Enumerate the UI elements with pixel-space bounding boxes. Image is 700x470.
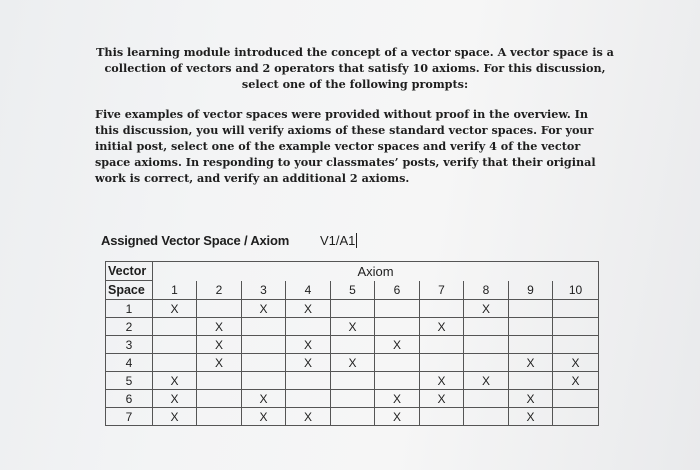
space-header: Space — [106, 281, 153, 300]
axiom-mark: X — [420, 390, 464, 408]
axiom-mark: X — [509, 354, 553, 372]
axiom-mark: X — [286, 300, 331, 318]
table-row — [106, 408, 599, 426]
table-axiom-header-row — [106, 262, 599, 281]
empty-cell — [197, 300, 242, 318]
table-column-header-row — [106, 281, 599, 300]
empty-cell — [286, 372, 331, 390]
empty-cell — [464, 318, 509, 336]
empty-cell — [331, 300, 375, 318]
axiom-mark: X — [286, 336, 331, 354]
empty-cell — [242, 336, 286, 354]
axiom-number-header: 7 — [420, 281, 464, 300]
table-row — [106, 354, 599, 372]
axiom-number-header: 2 — [197, 281, 242, 300]
empty-cell — [464, 408, 509, 426]
axiom-mark: X — [375, 390, 420, 408]
axiom-mark: X — [464, 372, 509, 390]
intro-paragraph: This learning module introduced the concept of a vector space. A vector space is a collection of vectors and 2 operators that satisfy 10 axioms. For this discussion, select one of the following prompts: — [96, 45, 614, 91]
empty-cell — [464, 354, 509, 372]
empty-cell — [509, 318, 553, 336]
empty-cell — [331, 372, 375, 390]
table-row — [106, 336, 599, 354]
empty-cell — [375, 318, 420, 336]
empty-cell — [553, 318, 599, 336]
empty-cell — [286, 318, 331, 336]
empty-cell — [242, 354, 286, 372]
axiom-mark: X — [153, 390, 197, 408]
vector-space-label: 7 — [106, 408, 153, 426]
axiom-mark: X — [331, 354, 375, 372]
axiom-mark: X — [197, 318, 242, 336]
axiom-mark: X — [509, 390, 553, 408]
empty-cell — [153, 354, 197, 372]
vector-space-label: 6 — [106, 390, 153, 408]
empty-cell — [464, 336, 509, 354]
assigned-value: V1/A1 — [320, 233, 356, 248]
empty-cell — [509, 300, 553, 318]
empty-cell — [331, 408, 375, 426]
axiom-number-header: 4 — [286, 281, 331, 300]
empty-cell — [197, 372, 242, 390]
axiom-mark: X — [153, 300, 197, 318]
axiom-mark: X — [464, 300, 509, 318]
empty-cell — [197, 408, 242, 426]
axiom-number-header: 9 — [509, 281, 553, 300]
vector-header: Vector — [106, 262, 153, 281]
axiom-mark: X — [153, 408, 197, 426]
empty-cell — [242, 372, 286, 390]
empty-cell — [553, 336, 599, 354]
axiom-number-header: 3 — [242, 281, 286, 300]
empty-cell — [286, 390, 331, 408]
axiom-number-header: 8 — [464, 281, 509, 300]
axiom-number-header: 10 — [553, 281, 599, 300]
vector-space-label: 5 — [106, 372, 153, 390]
vector-space-label: 3 — [106, 336, 153, 354]
axiom-number-header: 5 — [331, 281, 375, 300]
axiom-mark: X — [420, 318, 464, 336]
axiom-mark: X — [509, 408, 553, 426]
empty-cell — [464, 390, 509, 408]
axiom-mark: X — [420, 372, 464, 390]
table-row — [106, 318, 599, 336]
empty-cell — [375, 354, 420, 372]
axiom-mark: X — [242, 300, 286, 318]
empty-cell — [242, 318, 286, 336]
empty-cell — [331, 336, 375, 354]
axiom-mark: X — [286, 408, 331, 426]
empty-cell — [509, 336, 553, 354]
empty-cell — [197, 390, 242, 408]
empty-cell — [420, 300, 464, 318]
axiom-mark: X — [197, 354, 242, 372]
empty-cell — [153, 318, 197, 336]
axiom-mark: X — [375, 408, 420, 426]
table-body — [106, 300, 599, 426]
axiom-mark: X — [553, 372, 599, 390]
axiom-mark: X — [331, 318, 375, 336]
axiom-mark: X — [286, 354, 331, 372]
axiom-mark: X — [153, 372, 197, 390]
empty-cell — [553, 408, 599, 426]
empty-cell — [153, 336, 197, 354]
empty-cell — [553, 300, 599, 318]
axiom-mark: X — [197, 336, 242, 354]
assigned-label: Assigned Vector Space / Axiom — [101, 233, 290, 248]
axiom-mark: X — [553, 354, 599, 372]
empty-cell — [375, 300, 420, 318]
empty-cell — [420, 354, 464, 372]
axiom-mark: X — [375, 336, 420, 354]
axiom-mark: X — [242, 390, 286, 408]
vector-space-label: 4 — [106, 354, 153, 372]
empty-cell — [553, 390, 599, 408]
vector-space-label: 1 — [106, 300, 153, 318]
axiom-number-header: 1 — [153, 281, 197, 300]
table-row — [106, 390, 599, 408]
axiom-mark: X — [242, 408, 286, 426]
table-row — [106, 300, 599, 318]
prompt-paragraph: Five examples of vector spaces were provided without proof in the overview. In this discussion, you will verify axioms of these standard vector spaces. For your initial post, select one of the example vector spaces and verify 4 of the vector space axioms. In responding to your classmates’ posts, verify that their original work is correct, and verify an additional 2 axioms. — [95, 107, 596, 185]
empty-cell — [420, 336, 464, 354]
empty-cell — [375, 372, 420, 390]
empty-cell — [509, 372, 553, 390]
axiom-assignment-table — [105, 261, 599, 426]
empty-cell — [331, 390, 375, 408]
axiom-header: Axiom — [153, 262, 599, 281]
table-row — [106, 372, 599, 390]
empty-cell — [420, 408, 464, 426]
axiom-number-header: 6 — [375, 281, 420, 300]
vector-space-label: 2 — [106, 318, 153, 336]
